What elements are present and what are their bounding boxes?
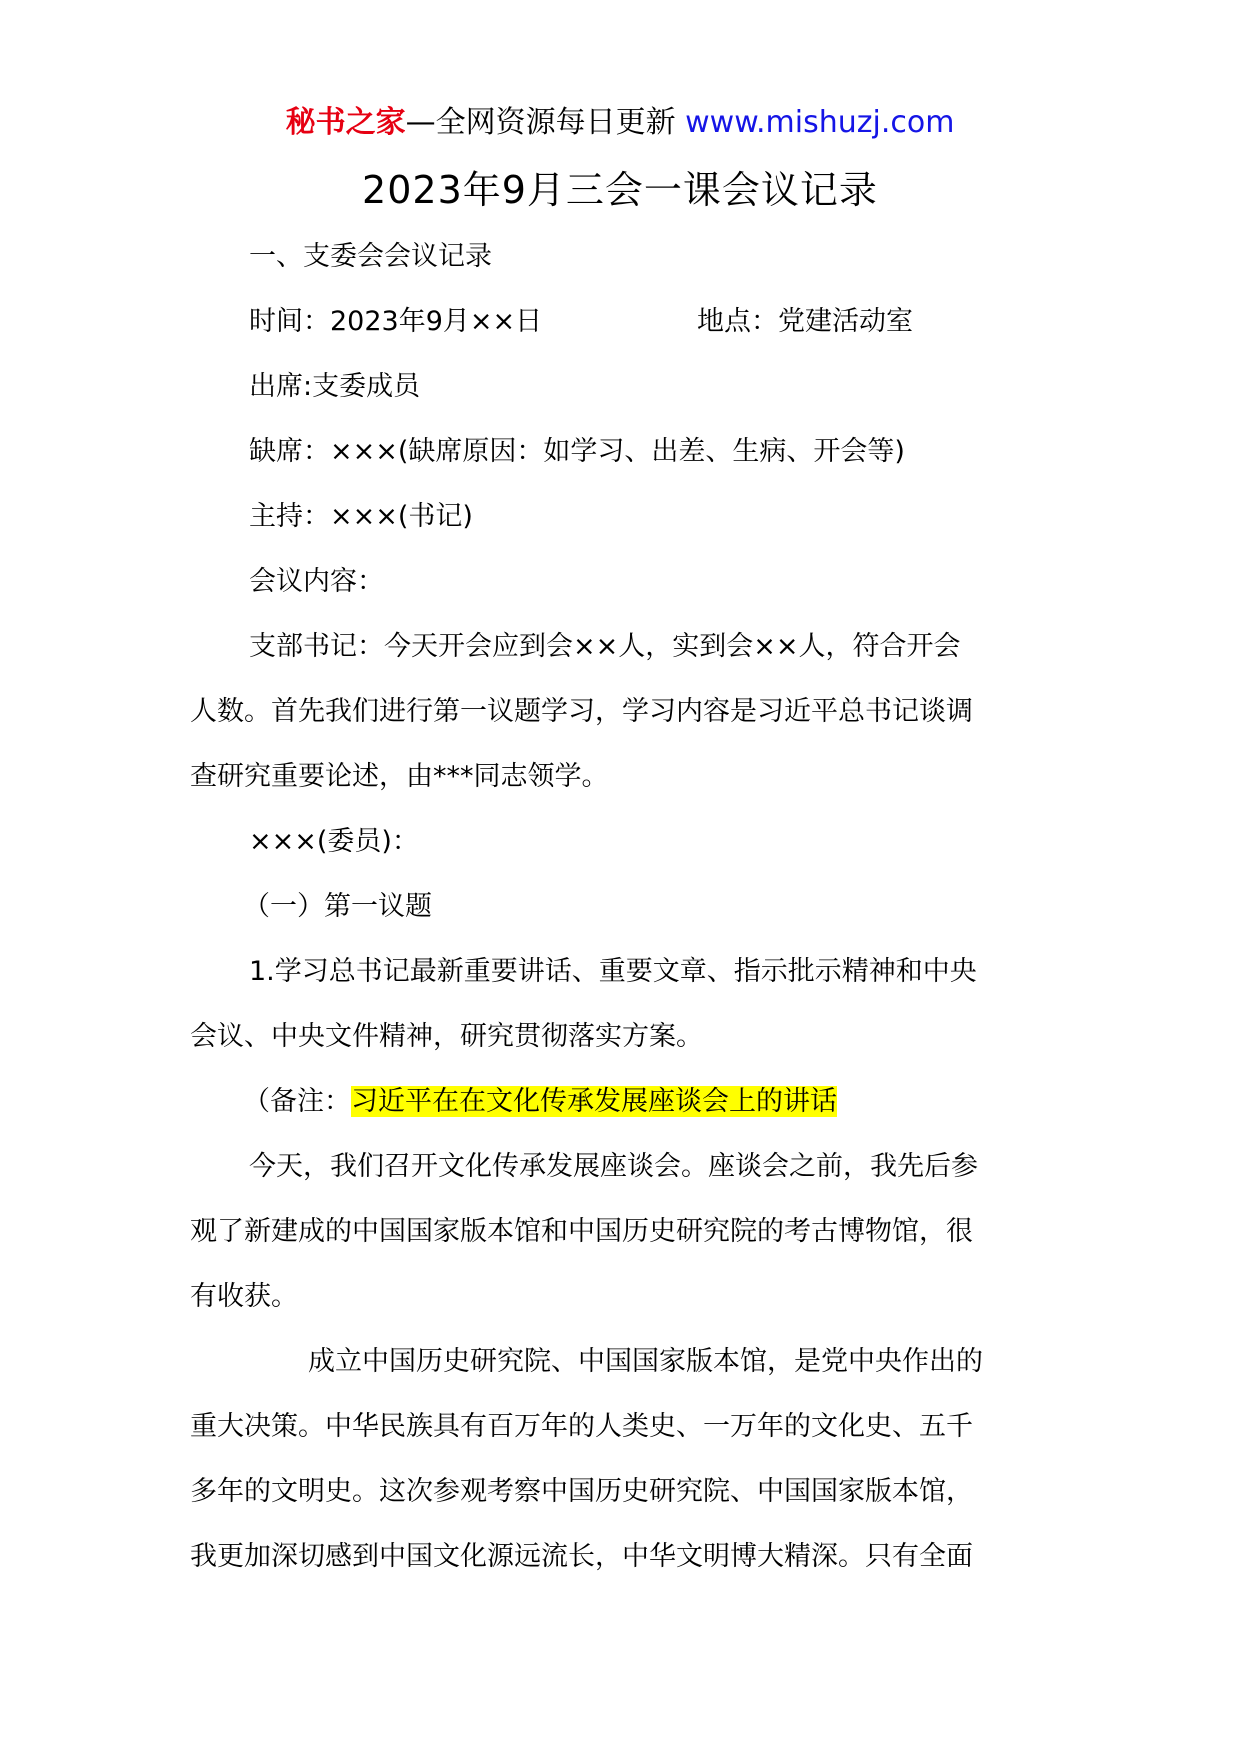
- paragraph-line: 今天，我们召开文化传承发展座谈会。座谈会之前，我先后参: [249, 1151, 978, 1182]
- header-banner: [0, 103, 1240, 143]
- meeting-time: 时间：2023年9月××日: [249, 306, 543, 337]
- meeting-content-label: 会议内容：: [249, 566, 384, 597]
- meeting-attendance: 出席:支委成员: [249, 371, 421, 402]
- paragraph-line: 支部书记：今天开会应到会××人，实到会××人，符合开会: [249, 631, 961, 662]
- paragraph-line: 有收获。: [190, 1281, 298, 1312]
- paragraph-line: 会议、中央文件精神，研究贯彻落实方案。: [190, 1021, 703, 1052]
- brand-name: 秘书之家: [285, 105, 406, 140]
- speaker-label: ×××(委员)：: [249, 826, 419, 857]
- paragraph-line: 查研究重要论述，由***同志领学。: [190, 761, 609, 792]
- site-link[interactable]: www.mishuzj.com: [685, 105, 955, 140]
- paragraph-line: 人数。首先我们进行第一议题学习，学习内容是习近平总书记谈调: [190, 696, 973, 727]
- document-title: 2023年9月三会一课会议记录: [362, 168, 878, 212]
- agenda-heading: （一）第一议题: [243, 891, 432, 922]
- paragraph-line: 观了新建成的中国国家版本馆和中国历史研究院的考古博物馆，很: [190, 1216, 973, 1247]
- note-line: [243, 1085, 837, 1119]
- meeting-host: 主持：×××(书记): [249, 501, 473, 532]
- section-heading: 一、支委会会议记录: [249, 241, 492, 272]
- banner-tagline: —全网资源每日更新: [405, 105, 676, 140]
- paragraph-line: 多年的文明史。这次参观考察中国历史研究院、中国国家版本馆，: [190, 1476, 973, 1507]
- paragraph-line: 我更加深切感到中国文化源远流长，中华文明博大精深。只有全面: [190, 1541, 973, 1572]
- meeting-absent: 缺席：×××(缺席原因：如学习、出差、生病、开会等): [249, 436, 905, 467]
- meeting-place: 地点：党建活动室: [697, 306, 913, 337]
- paragraph-line: 成立中国历史研究院、中国国家版本馆，是党中央作出的: [308, 1346, 983, 1377]
- highlighted-note: 习近平在在文化传承发展座谈会上的讲话: [351, 1086, 837, 1117]
- paragraph-line: 1.学习总书记最新重要讲话、重要文章、指示批示精神和中央: [249, 956, 977, 987]
- paragraph-line: 重大决策。中华民族具有百万年的人类史、一万年的文化史、五千: [190, 1411, 973, 1442]
- note-prefix: （备注：: [243, 1086, 351, 1117]
